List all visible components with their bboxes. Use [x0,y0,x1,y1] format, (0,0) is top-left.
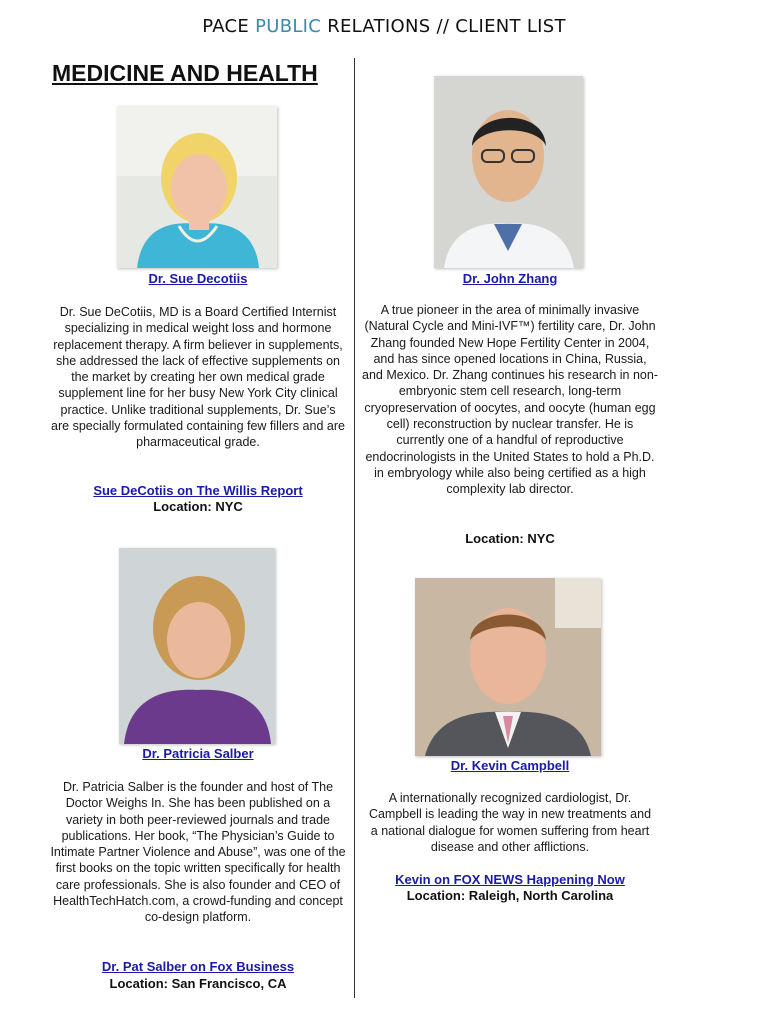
client-bio-kevin-campbell: A internationally recognized cardiologist, Dr. Campbell is leading the way in new treatments and a national dialogue for women suffering from heart disease and other afflictions. [368,791,652,854]
client-name-kevin-campbell[interactable]: Dr. Kevin Campbell [450,758,570,773]
client-name-sue-decotiis[interactable]: Dr. Sue Decotiis [148,271,248,286]
client-location-sue-decotiis: Location: NYC [153,499,243,514]
client-photo-kevin-campbell [415,578,601,756]
page-header [0,16,768,37]
client-location-john-zhang: Location: NYC [465,531,555,546]
column-divider [354,58,355,998]
client-bio-john-zhang: A true pioneer in the area of minimally invasive (Natural Cycle and Mini-IVF™) fertility care, Dr. John Zhang founded New Hope Fertility Center in 2004, and has since opened locations in China, Russia, and Mexico. Dr. Zhang continues his research in non-embryonic stem cell research, long-term cryopreservation of oocytes, and oocyte (human egg cell) reconstruction by nuclear transfer. He is currently one of a handful of reproductive endocrinologists in the United States to hold a Ph.D. in embryology while also being certified as a high complexity lab director. [362,303,658,497]
header-text-public: PUBLIC [255,16,322,37]
client-bio-sue-decotiis: Dr. Sue DeCotiis, MD is a Board Certified Internist specializing in medical weight loss and hormone replacement therapy. A firm believer in supplements, she addressed the lack of effective supplements on the market by creating her own medical grade supplement line for her busy New York City clinical practice. Unlike traditional supplements, Dr. Sue’s are specially formulated containing few fillers and are pharmaceutical grade. [51,305,345,450]
client-name-john-zhang[interactable]: Dr. John Zhang [462,271,558,286]
portrait-placeholder [434,76,583,268]
portrait-placeholder [119,548,275,744]
client-name-patricia-salber[interactable]: Dr. Patricia Salber [142,746,254,761]
header-text-pace: PACE [202,16,256,37]
portrait-placeholder [415,578,601,756]
client-location-patricia-salber: Location: San Francisco, CA [109,976,287,991]
client-photo-patricia-salber [119,548,275,744]
portrait-placeholder [117,106,277,268]
header-text-rest: RELATIONS // CLIENT LIST [321,16,566,37]
client-photo-sue-decotiis [117,106,277,268]
client-bio-patricia-salber: Dr. Patricia Salber is the founder and host of The Doctor Weighs In. She has been published on a variety in both peer-reviewed journals and trade publications. Her book, “The Physician’s Guide to Intimate Partner Violence and Abuse”, was one of the first books on the topic written specifically for health care professionals. She is also founder and CEO of HealthTechHatch.com, a crowd-funding and concept co-design platform. [50,780,346,925]
client-location-kevin-campbell: Location: Raleigh, North Carolina [406,888,614,903]
client-media-link-patricia-salber[interactable]: Dr. Pat Salber on Fox Business [101,959,295,974]
client-media-link-sue-decotiis[interactable]: Sue DeCotiis on The Willis Report [93,483,303,498]
section-title: MEDICINE AND HEALTH [52,60,318,86]
client-photo-john-zhang [434,76,583,268]
client-media-link-kevin-campbell[interactable]: Kevin on FOX NEWS Happening Now [395,872,625,887]
